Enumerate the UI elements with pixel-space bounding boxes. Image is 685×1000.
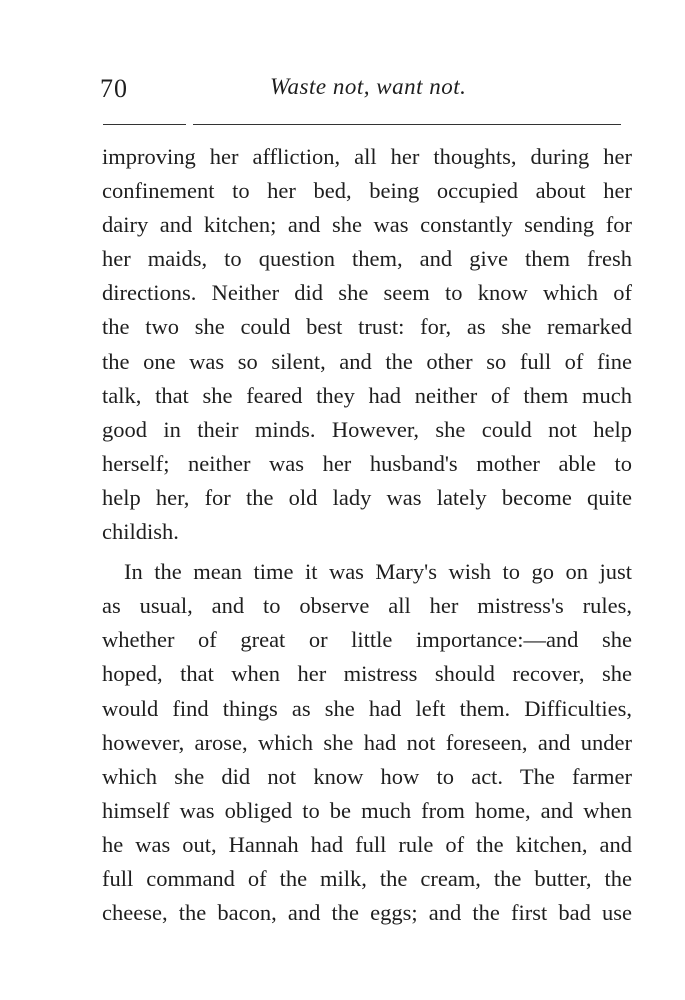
- text-line: help her, for the old lady was lately become quite: [102, 484, 632, 510]
- page-header: [100, 70, 632, 110]
- text-line: herself; neither was her husband's mother able to: [102, 450, 632, 476]
- text-line: improving her affliction, all her thoughts, during her: [102, 144, 632, 169]
- running-title: Waste not, want not.: [270, 74, 467, 99]
- text-line: himself was obliged to be much from home, and when: [102, 797, 632, 823]
- header-rule-short: [103, 124, 186, 125]
- paragraph-2: [102, 555, 632, 930]
- body-text: [102, 140, 632, 930]
- text-line: In the mean time it was Mary's wish to go on just: [124, 559, 632, 585]
- text-line: whether of great or little importance:—and she: [102, 627, 632, 653]
- text-line: cheese, the bacon, and the eggs; and the first bad use: [102, 900, 632, 926]
- text-line: her maids, to question them, and give them fresh: [102, 246, 632, 272]
- header-rule-long: [193, 124, 621, 125]
- text-line: the two she could best trust: for, as she remarked: [102, 314, 632, 340]
- text-line: talk, that she feared they had neither of them much: [102, 382, 632, 408]
- text-line: good in their minds. However, she could not help: [102, 416, 632, 442]
- text-line: hoped, that when her mistress should recover, she: [102, 661, 632, 687]
- text-line: dairy and kitchen; and she was constantly sending for: [102, 212, 632, 238]
- page-number: 70: [100, 74, 128, 103]
- text-line: would find things as she had left them. Difficulties,: [102, 695, 632, 721]
- text-line: as usual, and to observe all her mistress's rules,: [102, 593, 632, 619]
- text-line: childish.: [102, 519, 179, 545]
- text-line: full command of the milk, the cream, the butter, the: [102, 865, 632, 891]
- text-line: however, arose, which she had not foreseen, and under: [102, 729, 632, 755]
- text-line: the one was so silent, and the other so full of fine: [102, 348, 632, 374]
- paragraph-1: [102, 140, 632, 549]
- text-line: directions. Neither did she seem to know which of: [102, 280, 632, 306]
- text-line: which she did not know how to act. The farmer: [102, 763, 632, 789]
- text-line: he was out, Hannah had full rule of the kitchen, and: [102, 831, 632, 857]
- text-line: confinement to her bed, being occupied about her: [102, 178, 632, 204]
